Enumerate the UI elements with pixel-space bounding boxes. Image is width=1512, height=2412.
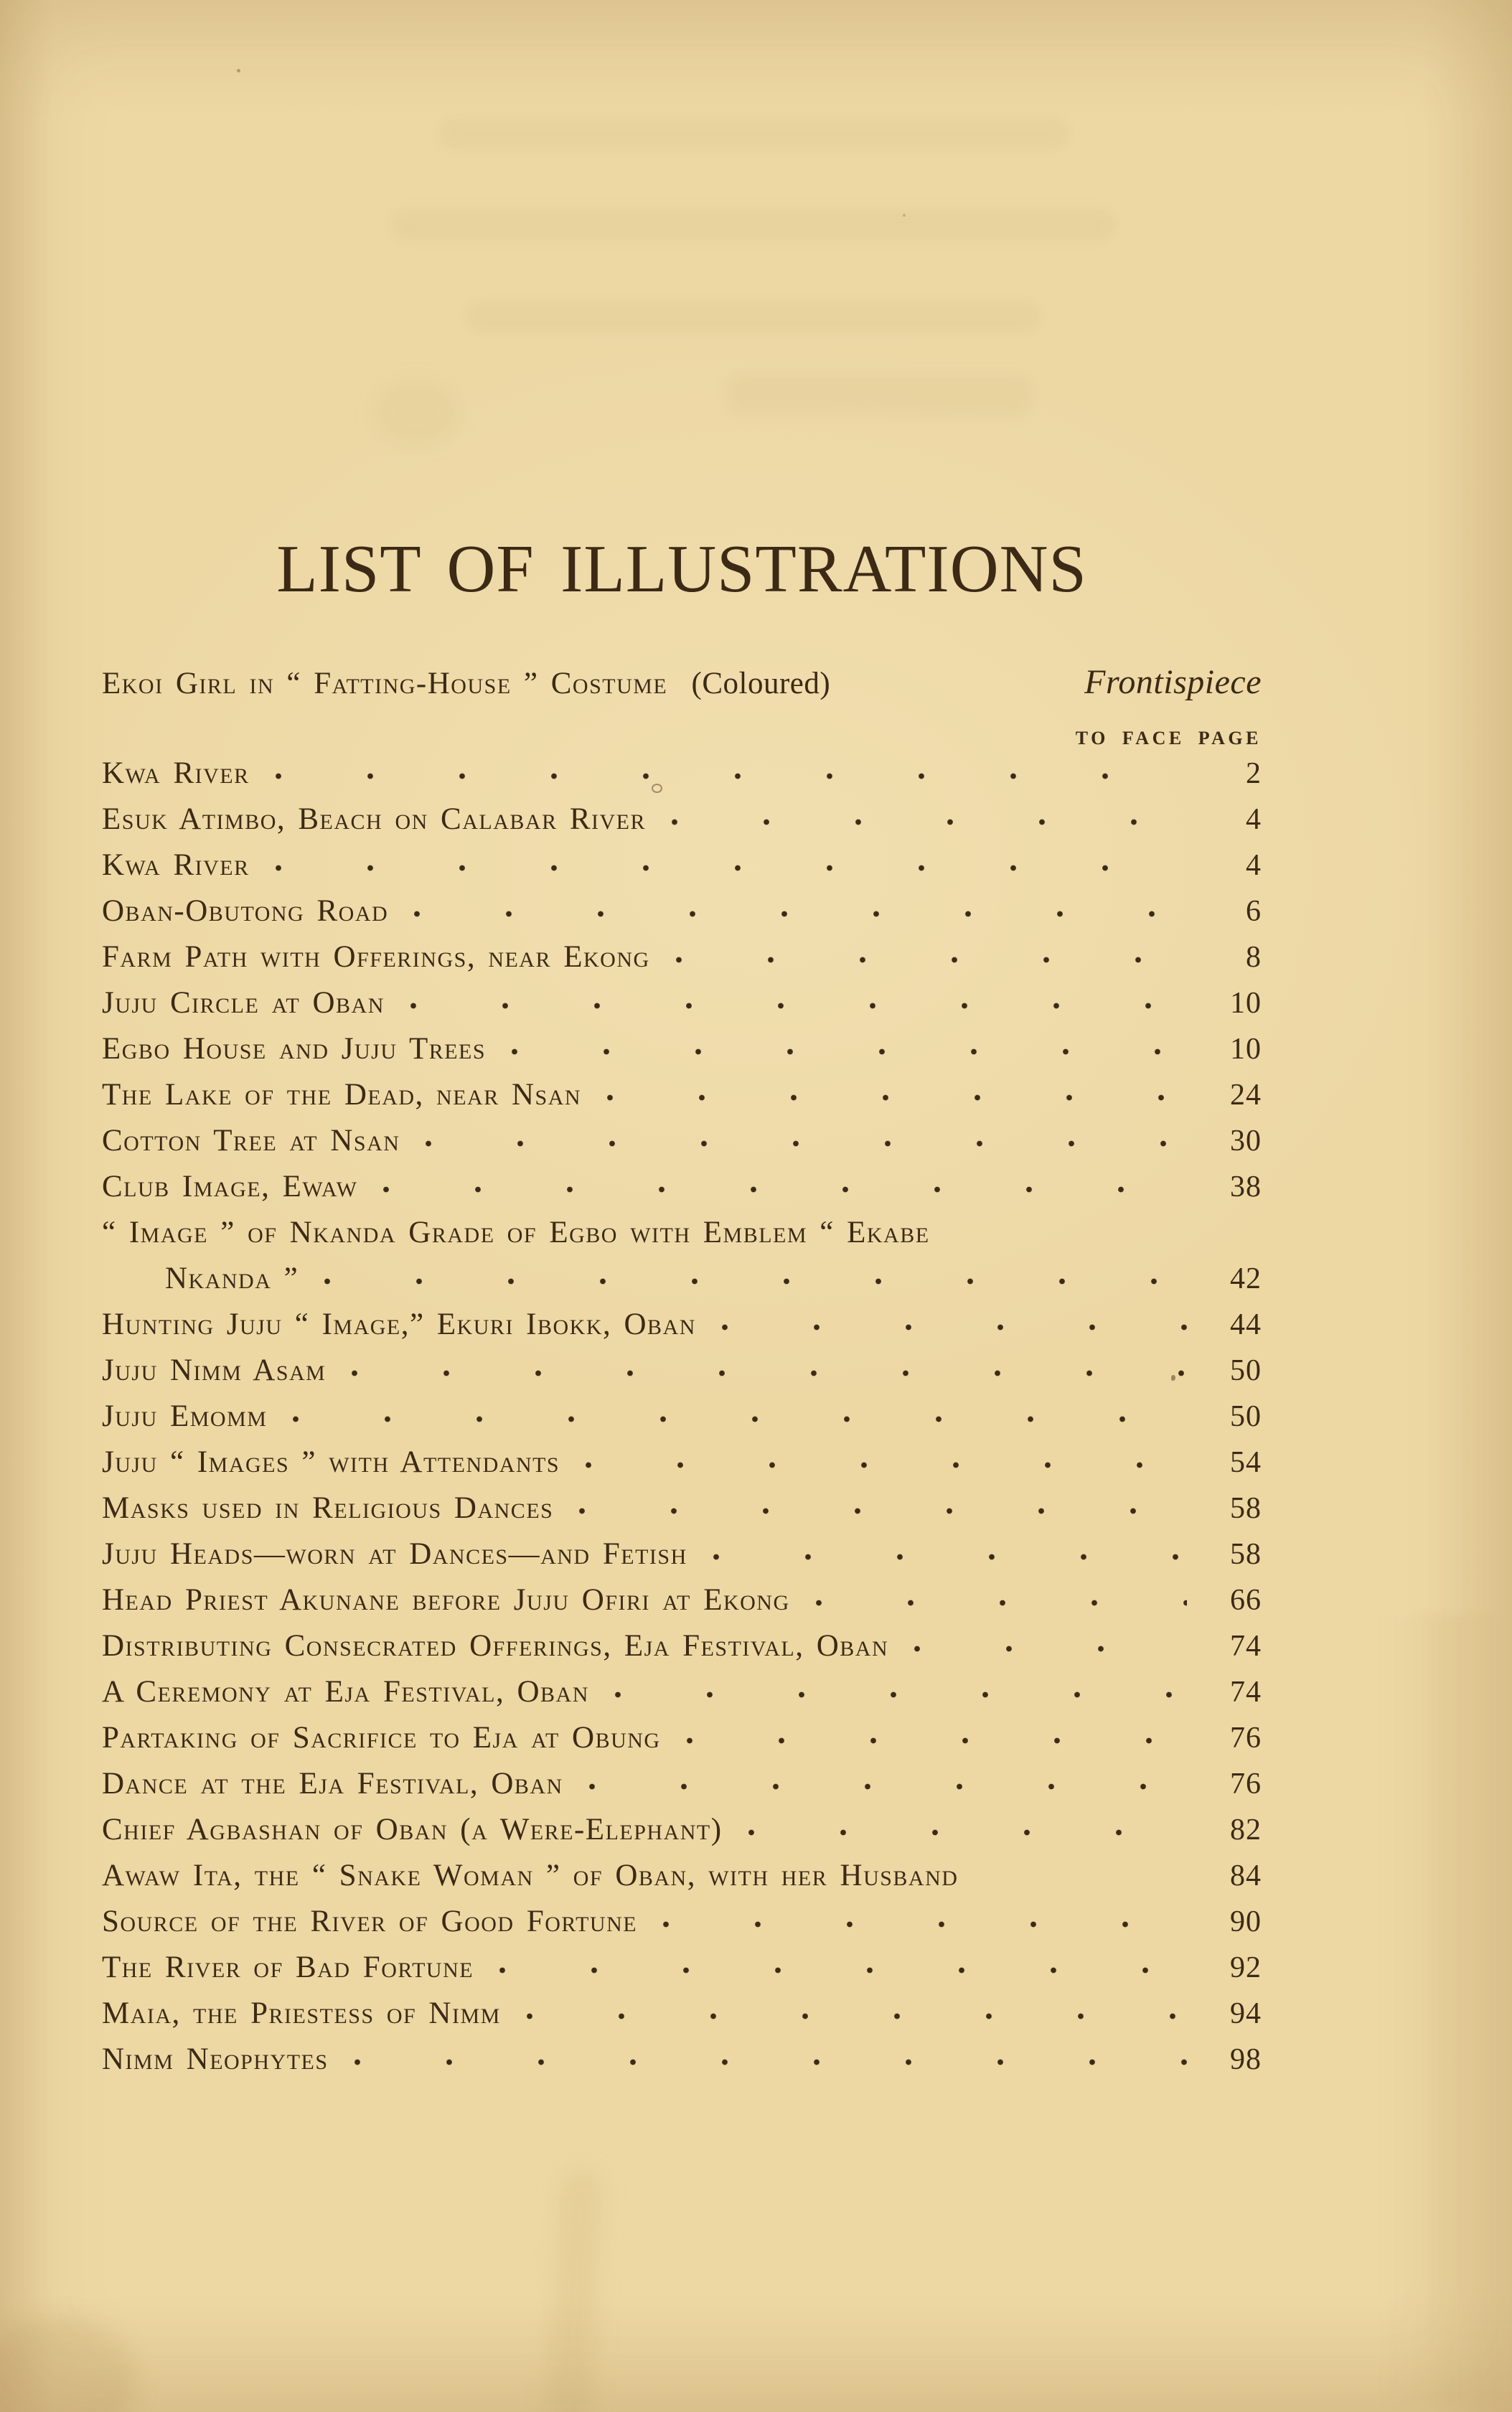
entry-page-number: 50 [1230, 1354, 1262, 1387]
toc-entry-row [102, 1623, 1262, 1669]
entry-label: Source of the River of Good Fortune [102, 1905, 638, 1938]
dot-leader [585, 1761, 1187, 1807]
frontispiece-entry [102, 659, 1262, 706]
toc-entry-row [102, 843, 1262, 888]
entry-page-number: 82 [1230, 1813, 1262, 1846]
entry-label: Juju Circle at Oban [102, 986, 385, 1020]
scan-edge-texture [1377, 1615, 1499, 2404]
toc-entry-row [102, 1899, 1262, 1945]
entry-page-number: 94 [1230, 1997, 1262, 2030]
dot-leader [271, 751, 1187, 797]
entry-page-number: 38 [1230, 1170, 1262, 1203]
entry-page-number: 58 [1230, 1492, 1262, 1525]
entry-page-number: 66 [1230, 1584, 1262, 1617]
dot-leader [271, 843, 1187, 888]
entry-label: Juju Emomm [102, 1399, 268, 1433]
dot-leader [421, 1118, 1187, 1164]
entry-page-number: 54 [1230, 1446, 1262, 1479]
entry-page-number: 58 [1230, 1538, 1262, 1571]
toc-entry-row [102, 1761, 1262, 1807]
dot-leader [910, 1623, 1187, 1669]
entry-page-number: 24 [1230, 1079, 1262, 1112]
entry-page-number: 6 [1246, 895, 1262, 928]
toc-entry-row [102, 980, 1262, 1026]
frontispiece-suffix: (Coloured) [691, 667, 831, 700]
entry-label: “ Image ” of Nkanda Grade of Egbo with Emblem “ Ekabe [102, 1216, 930, 1249]
entry-label: Partaking of Sacrifice to Eja at Obung [102, 1721, 661, 1755]
entry-page-number: 90 [1230, 1905, 1262, 1938]
toc-entry-row [102, 1440, 1262, 1486]
dot-leader [659, 1899, 1187, 1945]
dot-leader [672, 934, 1187, 980]
toc-entry-row [102, 1072, 1262, 1118]
dot-leader [581, 1440, 1187, 1486]
entry-label: The Lake of the Dead, near Nsan [102, 1078, 582, 1112]
entry-page-number: 42 [1230, 1262, 1262, 1295]
entry-page-number: 10 [1230, 1033, 1262, 1066]
entry-label: Maia, the Priestess of Nimm [102, 1996, 501, 2030]
toc-entry-row [102, 1807, 1262, 1853]
scan-stain-blob [373, 380, 459, 445]
page-showthrough [466, 301, 1041, 332]
entry-label: Chief Agbashan of Oban (a Were-Elephant) [102, 1813, 723, 1846]
dot-leader [320, 1256, 1187, 1302]
entry-label: Kwa River [102, 756, 250, 790]
dot-leader [507, 1026, 1187, 1072]
entry-page-number: 44 [1230, 1308, 1262, 1341]
entry-page-number: 74 [1230, 1630, 1262, 1663]
entry-page-number: 98 [1230, 2043, 1262, 2076]
entry-page-number: 8 [1246, 941, 1262, 974]
entry-label: Head Priest Akunane before Juju Ofiri at Ekong [102, 1583, 790, 1617]
toc-entry-row [102, 1945, 1262, 1991]
entry-page-number: 92 [1230, 1951, 1262, 1984]
entry-label: Awaw Ita, the “ Snake Woman ” of Oban, with her Husband [102, 1859, 959, 1892]
entry-label: Juju Heads—worn at Dances—and Fetish [102, 1537, 687, 1571]
entry-page-number: 2 [1246, 757, 1262, 790]
entry-page-number: 4 [1246, 849, 1262, 882]
entry-label: Juju “ Images ” with Attendants [102, 1445, 560, 1479]
page-title: LIST OF ILLUSTRATIONS [276, 532, 1087, 606]
page-showthrough [438, 118, 1069, 149]
entry-label: Cotton Tree at Nsan [102, 1124, 400, 1158]
dot-leader [812, 1577, 1187, 1623]
entry-label: Distributing Consecrated Offerings, Eja Festival, Oban [102, 1629, 889, 1663]
toc-entry-row [102, 1577, 1262, 1623]
entry-page-number: 10 [1230, 987, 1262, 1020]
entry-page-number: 4 [1246, 803, 1262, 836]
scan-speck [903, 214, 906, 217]
to-face-page-header: TO FACE PAGE [1075, 728, 1262, 749]
dot-leader [682, 1715, 1187, 1761]
toc-entry-row [102, 1256, 1262, 1302]
dot-leader [744, 1807, 1187, 1853]
dot-leader [611, 1669, 1187, 1715]
scan-stain-corner [0, 2318, 136, 2412]
frontispiece-label-text: Ekoi Girl in “ Fatting-House ” Costume [102, 667, 668, 700]
entry-label: Esuk Atimbo, Beach on Calabar River [102, 802, 646, 836]
entry-label: Juju Nimm Asam [102, 1353, 327, 1387]
entry-label: Nkanda ” [165, 1262, 299, 1295]
entry-label: Kwa River [102, 848, 250, 882]
entry-page-number: 76 [1230, 1768, 1262, 1801]
toc-entry-row [102, 1164, 1262, 1210]
dot-leader [406, 980, 1187, 1026]
dot-leader [603, 1072, 1187, 1118]
entry-label: Hunting Juju “ Image,” Ekuri Ibokk, Oban [102, 1308, 696, 1341]
dot-leader [522, 1991, 1187, 2037]
entry-page-number: 76 [1230, 1722, 1262, 1755]
dot-leader [350, 2037, 1187, 2083]
toc-entry-row [102, 1853, 1262, 1899]
entry-label: Dance at the Eja Festival, Oban [102, 1767, 563, 1801]
entry-page-number: 30 [1230, 1125, 1262, 1158]
entry-label: Farm Path with Offerings, near Ekong [102, 940, 650, 974]
entry-label: A Ceremony at Eja Festival, Oban [102, 1675, 589, 1709]
toc-entry-row [102, 1394, 1262, 1440]
entry-label: The River of Bad Fortune [102, 1951, 474, 1984]
entry-label: Egbo House and Juju Trees [102, 1032, 487, 1066]
toc-entry-row [102, 1715, 1262, 1761]
illustration-entries [102, 751, 1262, 2083]
dot-leader [980, 1853, 1187, 1899]
toc-entry-row [102, 1026, 1262, 1072]
toc-entry-row [102, 1118, 1262, 1164]
frontispiece-page-label: Frontispiece [1084, 663, 1262, 701]
toc-entry-row [102, 888, 1262, 934]
toc-entry-row [102, 2037, 1262, 2083]
page-showthrough [725, 373, 1033, 416]
dot-leader [667, 797, 1187, 843]
dot-leader [379, 1164, 1187, 1210]
entry-page-number: 74 [1230, 1676, 1262, 1709]
toc-entry-row [102, 751, 1262, 797]
entry-page-number: 50 [1230, 1400, 1262, 1433]
toc-entry-row [102, 934, 1262, 980]
toc-entry-row [102, 1669, 1262, 1715]
toc-entry-row [102, 1486, 1262, 1531]
page-showthrough [391, 210, 1116, 241]
toc-entry-row [102, 797, 1262, 843]
dot-leader [410, 888, 1187, 934]
dot-leader [709, 1531, 1187, 1577]
dot-leader [347, 1348, 1187, 1394]
scan-speck [237, 69, 240, 72]
entry-label: Masks used in Religious Dances [102, 1491, 554, 1525]
dot-leader [288, 1394, 1187, 1440]
toc-entry-row [102, 1531, 1262, 1577]
dot-leader [495, 1945, 1187, 1991]
entry-page-number: 84 [1230, 1859, 1262, 1892]
toc-entry-row [102, 1991, 1262, 2037]
entry-label: Nimm Neophytes [102, 2042, 329, 2076]
frontispiece-label [102, 660, 830, 708]
toc-entry-row [102, 1348, 1262, 1394]
toc-entry-row [102, 1302, 1262, 1348]
entry-label: Club Image, Ewaw [102, 1170, 358, 1203]
scan-stain-vertical [546, 2167, 606, 2412]
entry-label: Oban-Obutong Road [102, 894, 389, 928]
dot-leader [575, 1486, 1187, 1531]
toc-entry-row [102, 1210, 1262, 1256]
dot-leader [718, 1302, 1187, 1348]
